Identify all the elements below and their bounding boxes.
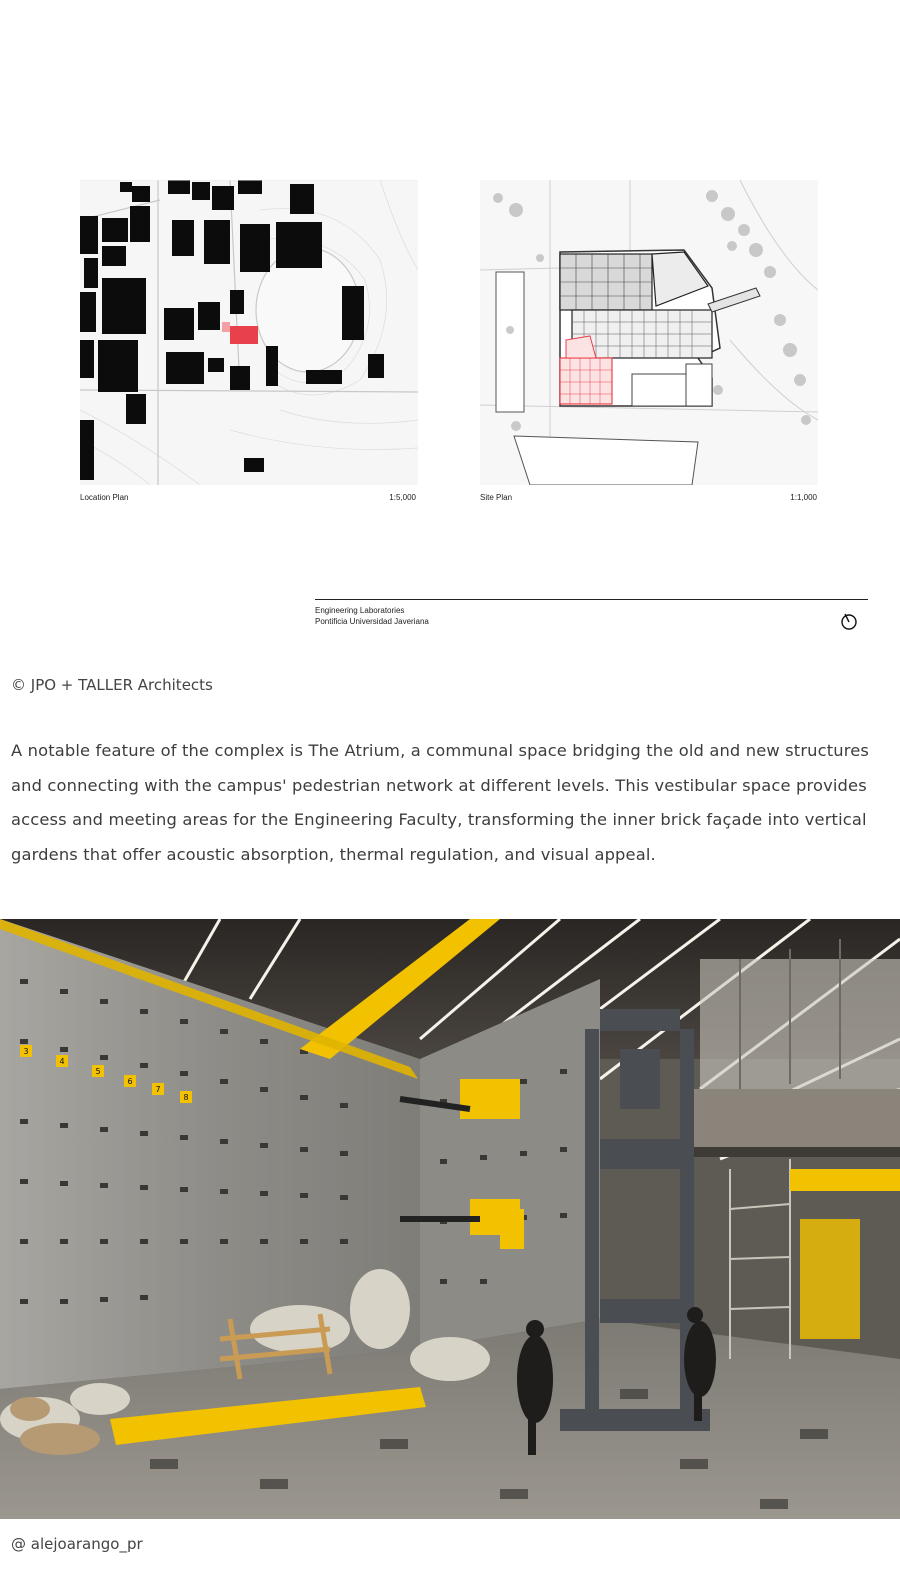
- site-plan-caption: Site Plan: [480, 493, 513, 502]
- drawings-credit: © JPO + TALLER Architects: [11, 676, 213, 694]
- site-plan-drawing: [480, 180, 818, 485]
- location-plan-drawing: [80, 180, 418, 485]
- site-plan-scale: 1:1,000: [790, 493, 817, 502]
- wall-label: 3: [23, 1047, 29, 1056]
- title-block-client: Pontificia Universidad Javeriana: [315, 617, 429, 626]
- title-block-project: Engineering Laboratories: [315, 606, 405, 615]
- title-block-rule: [315, 599, 868, 600]
- drawing-sheet: [0, 0, 900, 660]
- wall-label: 6: [127, 1077, 133, 1086]
- laboratory-photo: [0, 919, 900, 1519]
- wall-label: 7: [155, 1085, 161, 1094]
- photo-credit: @ alejoarango_pr: [11, 1535, 143, 1553]
- title-block: [315, 605, 429, 627]
- article-paragraph: A notable feature of the complex is The Atrium, a communal space bridging the old and new structures and connecting with the campus' pedestrian network at different levels. This vestibular space provides access and meeting areas for the Engineering Faculty, transforming the inner brick façade into vertical gardens that offer acoustic absorption, thermal regulation, and visual appeal.: [11, 741, 870, 865]
- north-arrow-icon: [840, 613, 858, 635]
- location-plan-caption: Location Plan: [80, 493, 129, 502]
- wall-label: 4: [59, 1057, 65, 1066]
- location-plan-scale: 1:5,000: [389, 493, 416, 502]
- wall-label: 8: [183, 1093, 189, 1102]
- wall-label: 5: [95, 1067, 101, 1076]
